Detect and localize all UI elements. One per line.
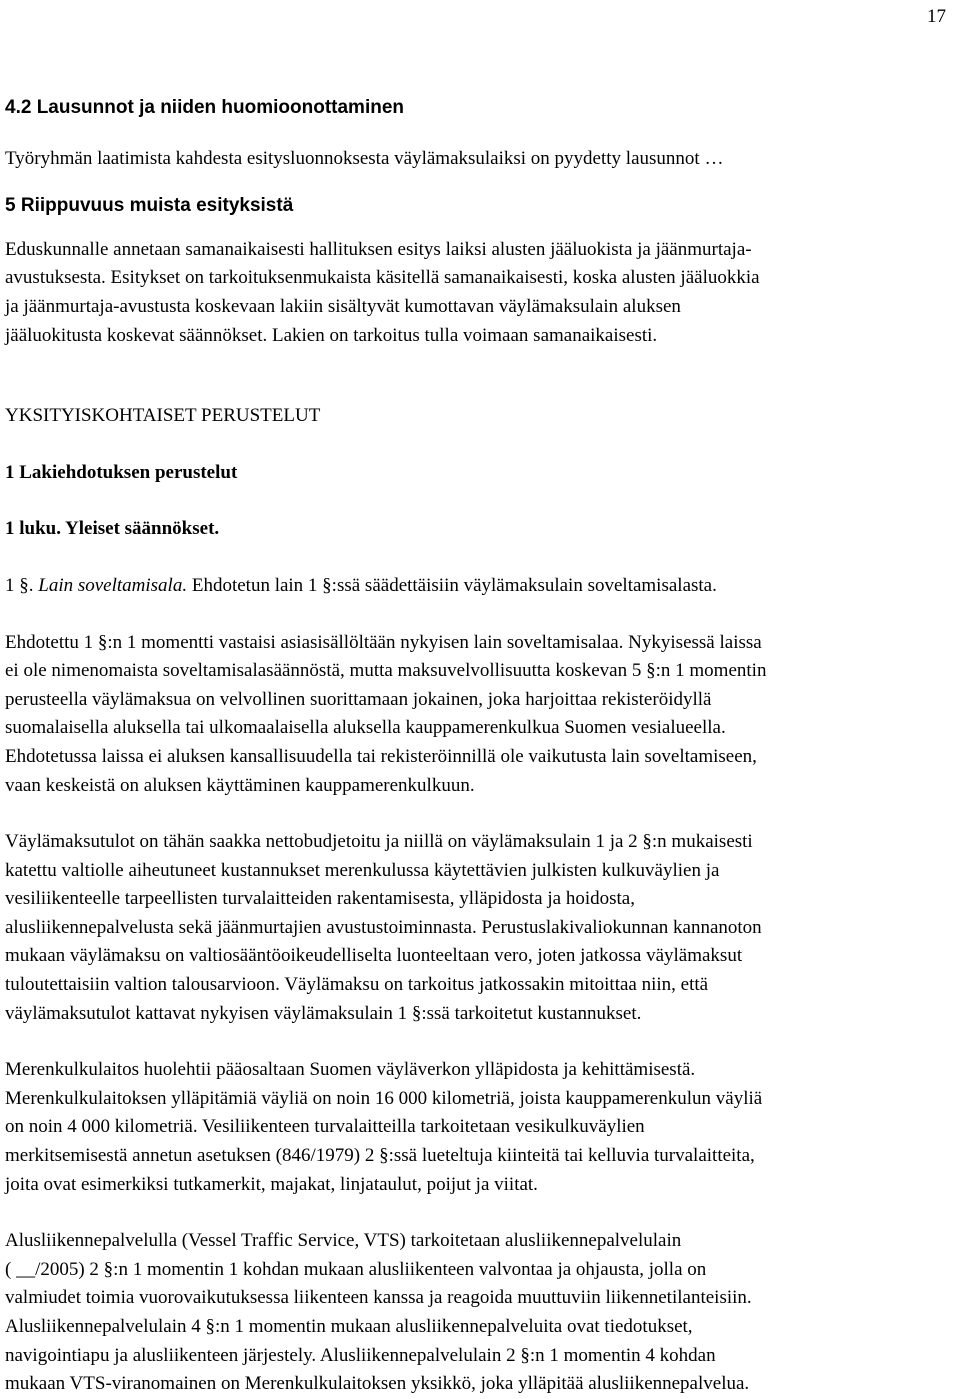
- paragraph-line: suomalaisella aluksella tai ulkomaalaisella aluksella kauppamerenkulkua Suomen vesialueella.: [5, 717, 726, 739]
- paragraph-line: merkitsemisestä annetun asetuksen (846/1979) 2 §:ssä lueteltuja kiinteitä tai kelluvia turvalaitteita,: [5, 1145, 755, 1167]
- paragraph-line: Ehdotetussa laissa ei aluksen kansallisuudella tai rekisteröinnillä ole vaikutusta lain soveltamiseen,: [5, 745, 757, 767]
- section-heading-4-2: 4.2 Lausunnot ja niiden huomioonottaminen: [5, 97, 404, 118]
- paragraph-line: Alusliikennepalvelulain 4 §:n 1 momentin mukaan alusliikennepalveluita ovat tiedotukset,: [5, 1316, 693, 1337]
- section-1-text: Ehdotetun lain 1 §:ssä säädettäisiin väylämaksulain soveltamisalasta.: [187, 574, 717, 596]
- paragraph-line: valmiudet toimia vuorovaikutuksessa liikenteen kanssa ja reagoida muuttuviin liikennetilanteisiin.: [5, 1287, 752, 1309]
- section-1-number: 1 §.: [5, 574, 39, 596]
- section-heading-5: 5 Riippuvuus muista esityksistä: [5, 195, 294, 217]
- lakiehdotus-heading: 1 Lakiehdotuksen perustelut: [5, 461, 238, 483]
- paragraph-1: [5, 629, 957, 801]
- paragraph-line: navigointiapu ja alusliikenteen järjestely. Alusliikennepalvelulain 2 §:n 1 momentin 4 kohdan: [5, 1344, 716, 1366]
- paragraph-line: Väylämaksutulot on tähän saakka nettobudjetoitu ja niillä on väylämaksulain 1 ja 2 §:n mukaisesti: [5, 831, 753, 853]
- paragraph-line: perusteella väylämaksua on velvollinen suorittamaan jokainen, joka harjoittaa rekisteröidyllä: [5, 688, 712, 710]
- section-4-2-text: Työryhmän laatimista kahdesta esitysluonnoksesta väylämaksulaiksi on pyydetty lausunnot …: [5, 147, 724, 169]
- yksityiskohtaiset-heading: YKSITYISKOHTAISET PERUSTELUT: [5, 405, 321, 427]
- paragraph-line: avustuksesta. Esitykset on tarkoituksenmukaista käsitellä samanaikaisesti, koska alusten jääluokkia: [5, 267, 760, 289]
- page-number: 17: [927, 6, 946, 27]
- paragraph-line: vesiliikenteelle tarpeellisten turvalaitteiden rakentamisesta, ylläpidosta ja hoidosta,: [5, 888, 635, 910]
- paragraph-line: on noin 4 000 kilometriä. Vesiliikenteen turvalaitteilla tarkoitetaan vesikulkuväylien: [5, 1116, 645, 1138]
- paragraph-line: mukaan VTS-viranomainen on Merenkulkulaitoksen yksikkö, joka ylläpitää alusliikennepalvelua.: [5, 1373, 750, 1395]
- paragraph-line: katettu valtiolle aiheutuneet kustannukset merenkulussa käytettävien julkisten kulkuväylien ja: [5, 859, 720, 881]
- section-5-paragraph: [5, 236, 957, 350]
- paragraph-line: ei ole nimenomaista soveltamisalasäännöstä, mutta maksuvelvollisuutta koskevan 5 §:n 1 momentin: [5, 660, 767, 682]
- paragraph-line: Alusliikennepalvelulla (Vessel Traffic Service, VTS) tarkoitetaan alusliikennepalvelulain: [5, 1230, 682, 1252]
- paragraph-line: Merenkulkulaitoksen ylläpitämiä väyliä on noin 16 000 kilometriä, joista kauppamerenkulun väyliä: [5, 1087, 763, 1109]
- paragraph-line: mukaan väylämaksu on valtiosääntöoikeudelliselta luonteeltaan vero, joten jatkossa väylämaksut: [5, 945, 743, 967]
- section-1-paragraph: [5, 572, 957, 601]
- section-1-title: Lain soveltamisala.: [38, 574, 188, 596]
- paragraph-line: joita ovat esimerkiksi tutkamerkit, majakat, linjataulut, poijut ja viitat.: [5, 1173, 538, 1195]
- paragraph-line: Merenkulkulaitos huolehtii pääosaltaan Suomen väyläverkon ylläpidosta ja kehittämisestä.: [5, 1059, 696, 1081]
- paragraph-4: [5, 1227, 957, 1399]
- paragraph-line: ja jäänmurtaja-avustusta koskevaan lakiin sisältyvät kumottavan väylämaksulain aluksen: [5, 295, 681, 317]
- paragraph-line: Ehdotettu 1 §:n 1 momentti vastaisi asiasisällöltään nykyisen lain soveltamisalaa. Nykyisessä laissa: [5, 631, 762, 653]
- paragraph-line: tuloutettaisiin valtion talousarvioon. Väylämaksu on tarkoitus jatkossakin mitoittaa niin, että: [5, 974, 709, 996]
- paragraph-3: [5, 1056, 957, 1199]
- paragraph-line: ( __/2005) 2 §:n 1 momentin 1 kohdan mukaan alusliikenteen valvontaa ja ohjausta, jolla on: [5, 1258, 707, 1280]
- document-body: [5, 94, 957, 1399]
- chapter-heading: 1 luku. Yleiset säännökset.: [5, 518, 220, 540]
- paragraph-line: alusliikennepalvelusta sekä jäänmurtajien avustustoiminnasta. Perustuslakivaliokunnan kannanoton: [5, 916, 762, 938]
- paragraph-line: vaan keskeistä on aluksen käyttäminen kauppamerenkulkuun.: [5, 774, 475, 796]
- paragraph-2: [5, 828, 957, 1028]
- paragraph-line: jääluokitusta koskevat säännökset. Lakien on tarkoitus tulla voimaan samanaikaisesti.: [5, 324, 658, 346]
- paragraph-line: Eduskunnalle annetaan samanaikaisesti hallituksen esitys laiksi alusten jääluokista ja jäänmurtaja-: [5, 238, 752, 260]
- paragraph-line: väylämaksutulot kattavat nykyisen väylämaksulain 1 §:ssä tarkoitetut kustannukset.: [5, 1002, 642, 1024]
